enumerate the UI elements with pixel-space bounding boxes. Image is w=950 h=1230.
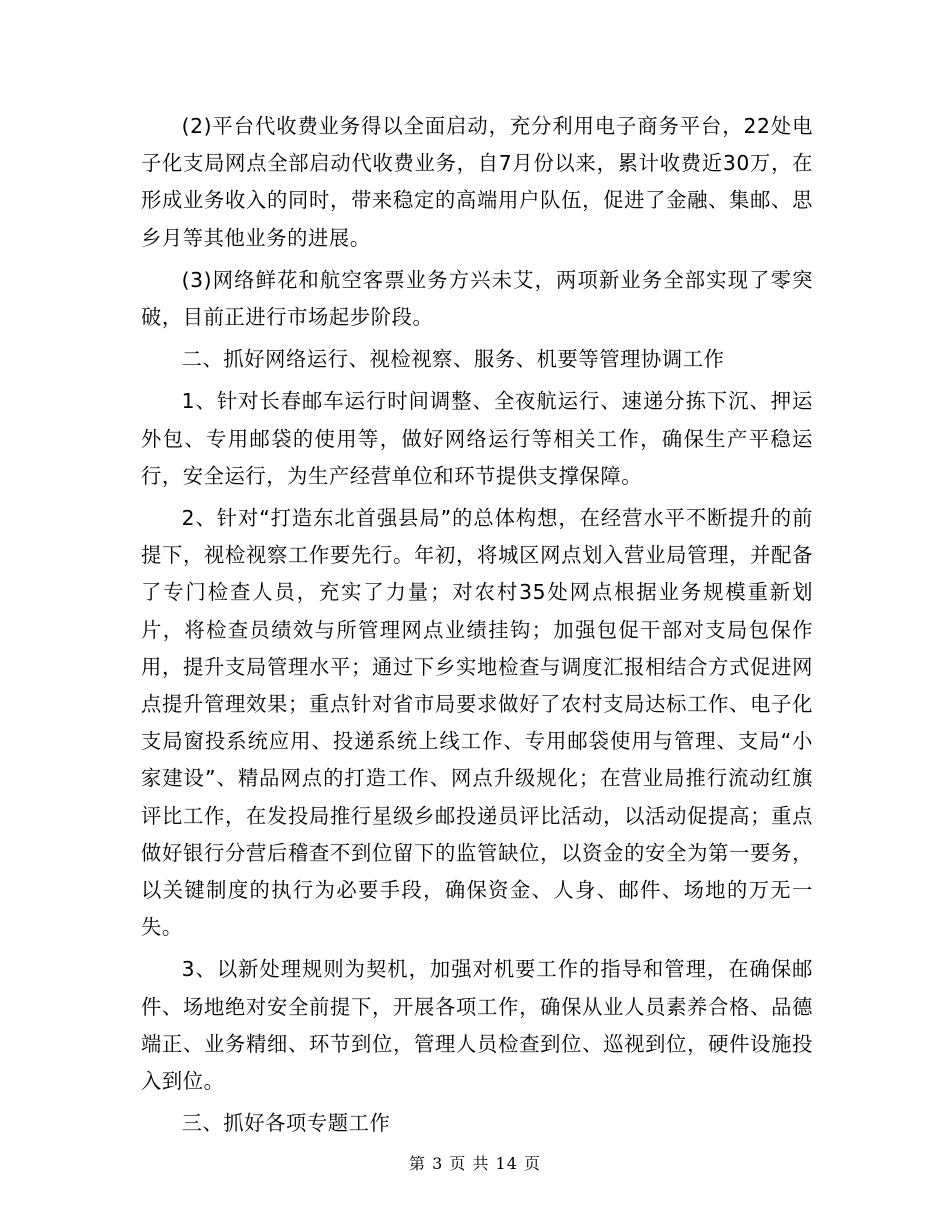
- paragraph-platform-fee-collection: (2)平台代收费业务得以全面启动，充分利用电子商务平台，22处电子化支局网点全部启动代收费业务，自7月份以来，累计收费近30万，在形成业务收入的同时，带来稳定的高端用户队伍，促进了金融、集邮、思乡月等其他业务的进展。: [141, 114, 813, 250]
- section-heading-special-projects: 三、抓好各项专题工作: [181, 1111, 391, 1136]
- section-heading-network-management: 二、抓好网络运行、视检视察、服务、机要等管理协调工作: [181, 347, 725, 372]
- document-body: [141, 108, 813, 1147]
- paragraph-network-operation: 1、针对长春邮车运行时间调整、全夜航运行、速递分拣下沉、押运外包、专用邮袋的使用等，做好网络运行等相关工作，确保生产平稳运行，安全运行，为生产经营单位和环节提供支撑保障。: [141, 389, 813, 488]
- page-number-footer: 第 3 页 共 14 页: [409, 1154, 541, 1173]
- paragraph-confidential-work: 3、以新处理规则为契机，加强对机要工作的指导和管理，在确保邮件、场地绝对安全前提下，开展各项工作，确保从业人员素养合格、品德端正、业务精细、环节到位，管理人员检查到位、巡视到位，硬件设施投入到位。: [141, 957, 813, 1094]
- paragraph-flowers-air-tickets: (3)网络鲜花和航空客票业务方兴未艾，两项新业务全部实现了零突破，目前正进行市场起步阶段。: [141, 267, 813, 330]
- paragraph-inspection-work: 2、针对“打造东北首强县局”的总体构想，在经营水平不断提升的前提下，视检视察工作要先行。年初，将城区网点划入营业局管理，并配备了专门检查人员，充实了力量；对农村35处网点根据业务规模重新划片，将检查员绩效与所管理网点业绩挂钩；加强包促干部对支局包保作用，提升支局管理水平；通过下乡实地检查与调度汇报相结合方式促进网点提升管理效果；重点针对省市局要求做好了农村支局达标工作、电子化支局窗投系统应用、投递系统上线工作、专用邮袋使用与管理、支局“小家建设”、精品网点的打造工作、网点升级规化；在营业局推行流动红旗评比工作，在发投局推行星级乡邮投递员评比活动，以活动促提高；重点做好银行分营后稽查不到位留下的监管缺位，以资金的安全为第一要务，以关键制度的执行为必要手段，确保资金、人身、邮件、场地的万无一失。: [141, 506, 813, 940]
